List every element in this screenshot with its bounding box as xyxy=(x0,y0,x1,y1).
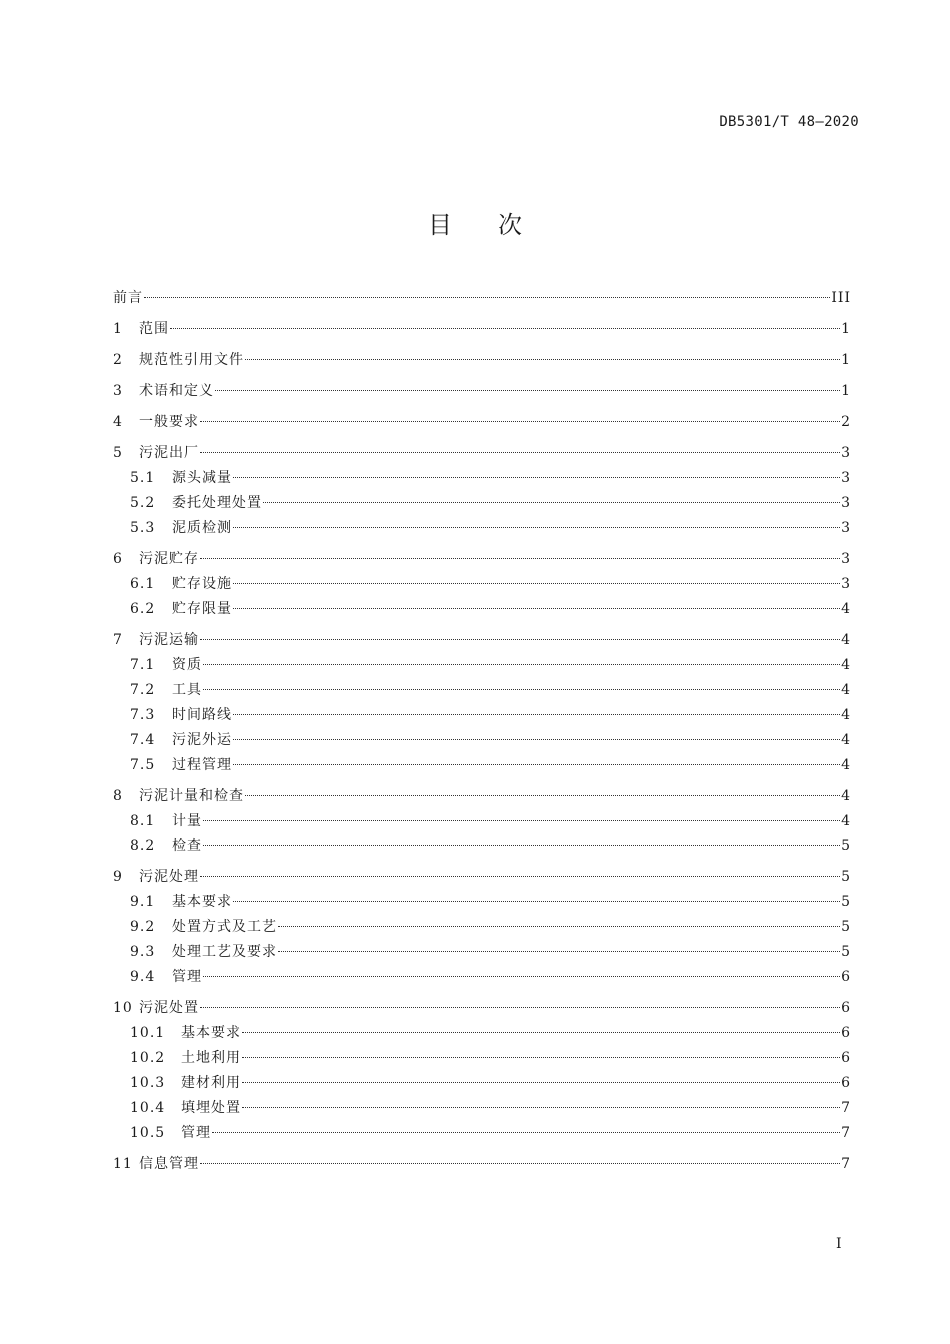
toc-number: 11 xyxy=(113,1156,133,1172)
toc-number: 1 xyxy=(113,321,123,337)
toc-page-number: 2 xyxy=(841,414,851,430)
toc-label: 管理 xyxy=(172,969,202,985)
dot-leader xyxy=(245,795,840,796)
toc-label: 土地利用 xyxy=(181,1050,241,1066)
toc-label: 处理工艺及要求 xyxy=(172,944,277,960)
toc-label: 时间路线 xyxy=(172,707,232,723)
toc-label: 过程管理 xyxy=(172,757,232,773)
toc-number: 3 xyxy=(113,383,123,399)
toc-page-number: 4 xyxy=(841,682,851,698)
toc-number: 10.4 xyxy=(130,1100,166,1116)
toc-number: 10.3 xyxy=(130,1075,166,1091)
toc-label: 泥质检测 xyxy=(172,520,232,536)
dot-leader xyxy=(263,502,840,503)
toc-subentry[interactable] xyxy=(113,572,851,597)
toc-subentry[interactable] xyxy=(113,834,851,859)
toc-subentry[interactable] xyxy=(113,703,851,728)
toc-label: 污泥运输 xyxy=(139,632,199,648)
toc-subentry[interactable] xyxy=(113,491,851,516)
toc-label: 资质 xyxy=(172,657,202,673)
toc-page-number: 3 xyxy=(841,551,851,567)
standard-code: DB5301/T 48—2020 xyxy=(719,114,859,130)
toc-label: 贮存设施 xyxy=(172,576,232,592)
toc-label: 前言 xyxy=(113,290,143,306)
toc-number: 10.2 xyxy=(130,1050,166,1066)
toc-label: 计量 xyxy=(172,813,202,829)
toc-label: 范围 xyxy=(139,321,169,337)
toc-page-number: 5 xyxy=(841,919,851,935)
toc-label: 检查 xyxy=(172,838,202,854)
dot-leader xyxy=(200,558,840,559)
toc-label: 术语和定义 xyxy=(139,383,214,399)
toc-page-number: 3 xyxy=(841,470,851,486)
toc-page-number: 7 xyxy=(841,1156,851,1172)
toc-entry[interactable] xyxy=(113,410,851,435)
toc-number: 5.1 xyxy=(130,470,156,486)
toc-subentry[interactable] xyxy=(113,678,851,703)
dot-leader xyxy=(203,664,840,665)
toc-label: 建材利用 xyxy=(181,1075,241,1091)
toc-page-number: 4 xyxy=(841,601,851,617)
toc-entry[interactable] xyxy=(113,1152,851,1177)
toc-page-number: 7 xyxy=(841,1100,851,1116)
toc-page-number: 5 xyxy=(841,894,851,910)
dot-leader xyxy=(278,926,840,927)
toc-entry[interactable] xyxy=(113,317,851,342)
toc-number: 9 xyxy=(113,869,123,885)
toc-label: 污泥处置 xyxy=(139,1000,199,1016)
toc-number: 2 xyxy=(113,352,123,368)
toc-label: 源头减量 xyxy=(172,470,232,486)
toc-number: 7.1 xyxy=(130,657,156,673)
dot-leader xyxy=(233,477,840,478)
toc-subentry[interactable] xyxy=(113,753,851,778)
toc-entry[interactable] xyxy=(113,379,851,404)
toc-label: 污泥贮存 xyxy=(139,551,199,567)
toc-entry[interactable] xyxy=(113,348,851,373)
toc-subentry[interactable] xyxy=(113,940,851,965)
toc-label: 信息管理 xyxy=(139,1156,199,1172)
dot-leader xyxy=(203,976,840,977)
dot-leader xyxy=(200,452,840,453)
toc-page-number: 4 xyxy=(841,788,851,804)
dot-leader xyxy=(200,1007,840,1008)
toc-subentry[interactable] xyxy=(113,653,851,678)
toc-number: 4 xyxy=(113,414,123,430)
toc-number: 10.5 xyxy=(130,1125,166,1141)
toc-page-number: 3 xyxy=(841,445,851,461)
dot-leader xyxy=(233,527,840,528)
toc-subentry[interactable] xyxy=(113,728,851,753)
toc-label: 污泥外运 xyxy=(172,732,232,748)
toc-number: 5.2 xyxy=(130,495,156,511)
dot-leader xyxy=(278,951,840,952)
toc-subentry[interactable] xyxy=(113,915,851,940)
toc-subentry[interactable] xyxy=(113,1046,851,1071)
dot-leader xyxy=(212,1132,840,1133)
toc-page-number: 5 xyxy=(841,869,851,885)
toc-page-number: 6 xyxy=(841,1075,851,1091)
toc-subentry[interactable] xyxy=(113,516,851,541)
dot-leader xyxy=(215,390,840,391)
toc-label: 一般要求 xyxy=(139,414,199,430)
toc-subentry[interactable] xyxy=(113,890,851,915)
page-number: I xyxy=(836,1236,842,1252)
toc-number: 10 xyxy=(113,1000,133,1016)
toc-number: 7.4 xyxy=(130,732,156,748)
dot-leader xyxy=(170,328,840,329)
toc-number: 6.1 xyxy=(130,576,156,592)
toc-label: 污泥计量和检查 xyxy=(139,788,244,804)
toc-subentry[interactable] xyxy=(113,1096,851,1121)
dot-leader xyxy=(233,739,840,740)
dot-leader xyxy=(144,297,830,298)
toc-number: 9.3 xyxy=(130,944,156,960)
toc-number: 6.2 xyxy=(130,601,156,617)
toc-entry[interactable] xyxy=(113,286,851,311)
toc-page-number: 1 xyxy=(841,321,851,337)
toc-entry[interactable] xyxy=(113,628,851,653)
toc-label: 工具 xyxy=(172,682,202,698)
dot-leader xyxy=(203,689,840,690)
toc-subentry[interactable] xyxy=(113,1021,851,1046)
toc-number: 9.1 xyxy=(130,894,156,910)
toc-page-number: 5 xyxy=(841,838,851,854)
toc-page-number: 4 xyxy=(841,732,851,748)
toc-page-number: 3 xyxy=(841,495,851,511)
toc-number: 5.3 xyxy=(130,520,156,536)
toc-subentry[interactable] xyxy=(113,809,851,834)
toc-subentry[interactable] xyxy=(113,1121,851,1146)
toc-page-number: 4 xyxy=(841,813,851,829)
table-of-contents xyxy=(113,286,851,1177)
dot-leader xyxy=(233,583,840,584)
toc-subentry[interactable] xyxy=(113,466,851,491)
toc-page-number: 6 xyxy=(841,1000,851,1016)
dot-leader xyxy=(245,359,840,360)
toc-number: 9.4 xyxy=(130,969,156,985)
toc-page-number: 4 xyxy=(841,632,851,648)
dot-leader xyxy=(233,714,840,715)
toc-entry[interactable] xyxy=(113,996,851,1021)
toc-subentry[interactable] xyxy=(113,597,851,622)
toc-page-number: 3 xyxy=(841,520,851,536)
toc-number: 7 xyxy=(113,632,123,648)
toc-number: 7.3 xyxy=(130,707,156,723)
toc-page-number: 6 xyxy=(841,1050,851,1066)
toc-page-number: 5 xyxy=(841,944,851,960)
toc-page-number: 1 xyxy=(841,352,851,368)
toc-label: 管理 xyxy=(181,1125,211,1141)
toc-label: 基本要求 xyxy=(181,1025,241,1041)
dot-leader xyxy=(242,1082,840,1083)
dot-leader xyxy=(200,876,840,877)
dot-leader xyxy=(242,1107,840,1108)
toc-entry[interactable] xyxy=(113,865,851,890)
toc-number: 6 xyxy=(113,551,123,567)
toc-number: 8 xyxy=(113,788,123,804)
dot-leader xyxy=(233,901,840,902)
toc-number: 7.5 xyxy=(130,757,156,773)
toc-subentry[interactable] xyxy=(113,1071,851,1096)
toc-label: 委托处理处置 xyxy=(172,495,262,511)
toc-page-number: III xyxy=(831,290,851,306)
toc-page-number: 4 xyxy=(841,657,851,673)
toc-entry[interactable] xyxy=(113,547,851,572)
toc-page-number: 1 xyxy=(841,383,851,399)
toc-number: 8.1 xyxy=(130,813,156,829)
toc-page-number: 7 xyxy=(841,1125,851,1141)
toc-number: 5 xyxy=(113,445,123,461)
toc-label: 污泥出厂 xyxy=(139,445,199,461)
toc-page-number: 6 xyxy=(841,969,851,985)
dot-leader xyxy=(200,639,840,640)
dot-leader xyxy=(233,764,840,765)
toc-number: 8.2 xyxy=(130,838,156,854)
toc-label: 规范性引用文件 xyxy=(139,352,244,368)
dot-leader xyxy=(203,820,840,821)
toc-page-number: 6 xyxy=(841,1025,851,1041)
toc-label: 基本要求 xyxy=(172,894,232,910)
toc-label: 污泥处理 xyxy=(139,869,199,885)
page-title: 目次 xyxy=(428,211,568,239)
toc-page-number: 3 xyxy=(841,576,851,592)
toc-number: 7.2 xyxy=(130,682,156,698)
dot-leader xyxy=(200,1163,840,1164)
toc-number: 10.1 xyxy=(130,1025,166,1041)
toc-number: 9.2 xyxy=(130,919,156,935)
toc-page-number: 4 xyxy=(841,757,851,773)
toc-subentry[interactable] xyxy=(113,965,851,990)
toc-entry[interactable] xyxy=(113,441,851,466)
dot-leader xyxy=(200,421,840,422)
dot-leader xyxy=(242,1032,840,1033)
toc-page-number: 4 xyxy=(841,707,851,723)
toc-entry[interactable] xyxy=(113,784,851,809)
dot-leader xyxy=(233,608,840,609)
dot-leader xyxy=(203,845,840,846)
dot-leader xyxy=(242,1057,840,1058)
toc-label: 处置方式及工艺 xyxy=(172,919,277,935)
toc-label: 填埋处置 xyxy=(181,1100,241,1116)
toc-label: 贮存限量 xyxy=(172,601,232,617)
